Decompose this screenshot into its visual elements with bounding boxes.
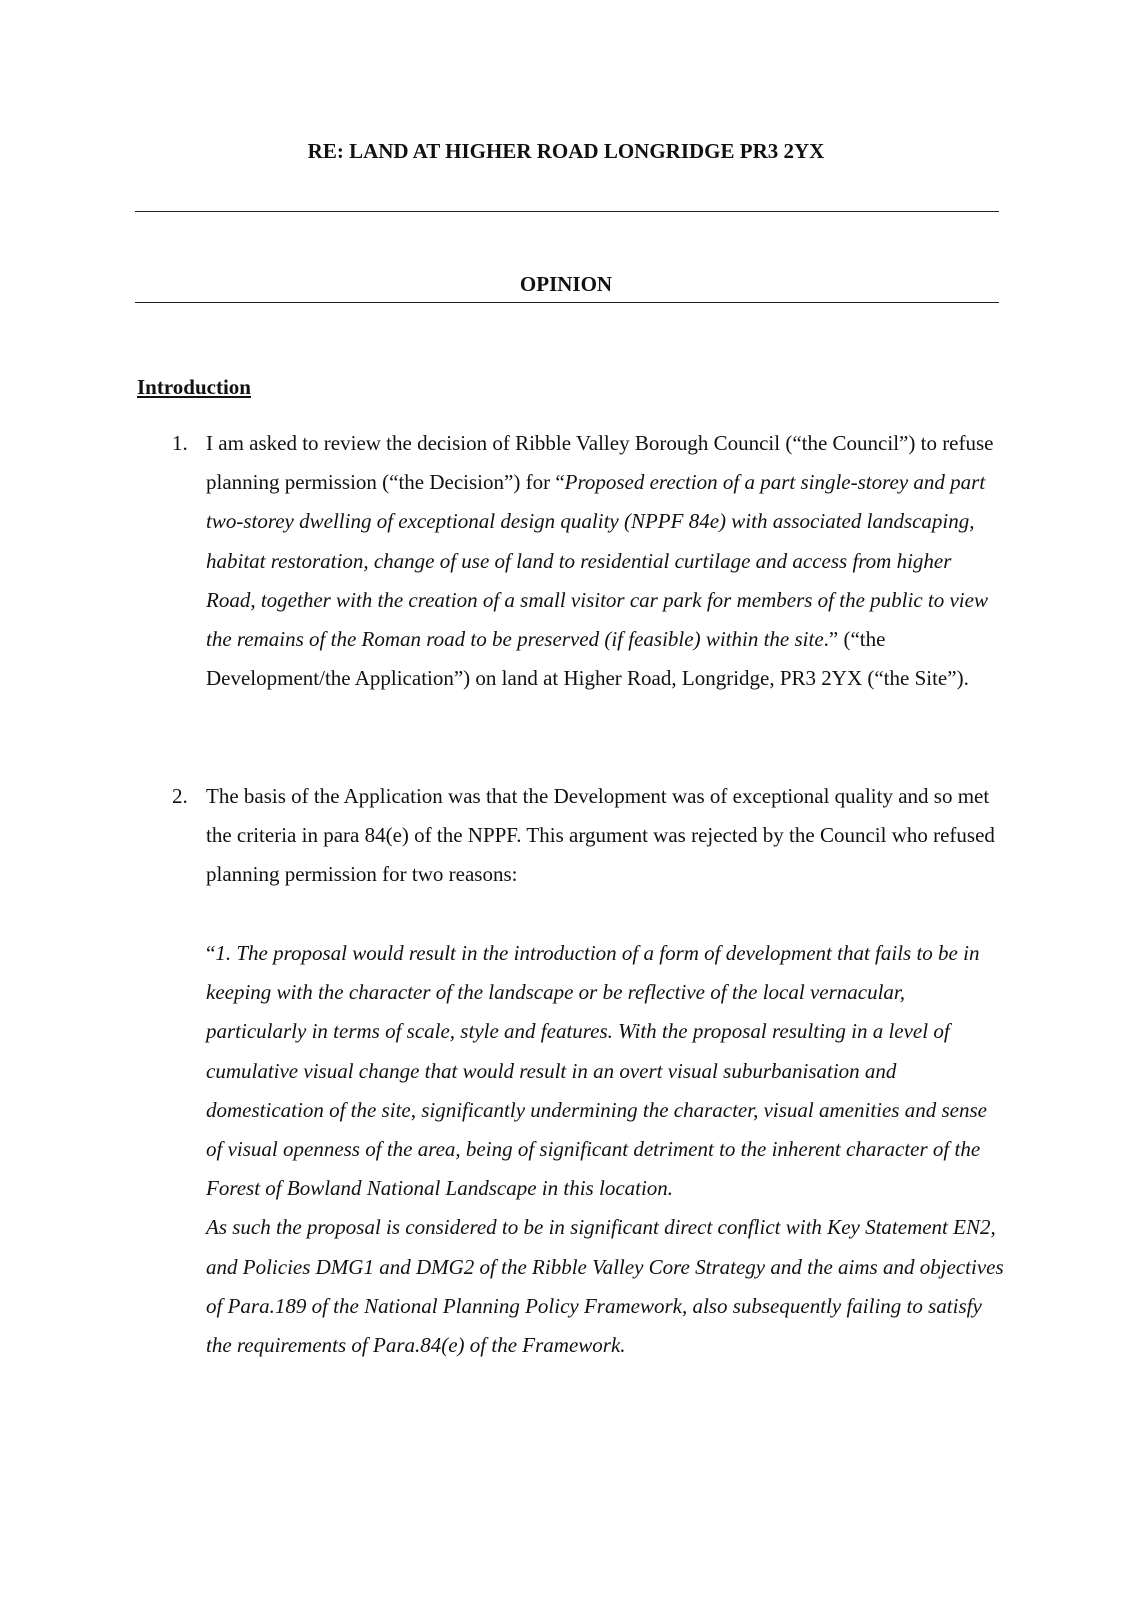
opinion-heading: OPINION [519,272,613,296]
divider-bottom [135,302,999,303]
quote-open-mark: “ [206,941,216,965]
paragraph-1-proposal-description: Proposed erection of a part single-storey and part two-storey dwelling of exceptional design quality (NPPF 84e) with associated landscaping, habitat restoration, change of use of land to residential curtilage and access from higher Road, together with the creation of a small visitor car park for members of the public to view the remains of the Roman road to be preserved (if feasible) within the site [206,470,988,652]
refusal-reason-1-conflict-text: As such the proposal is considered to be in significant direct conflict with Key Statement EN2, and Policies DMG1 and DMG2 of the Ribble Valley Core Strategy and the aims and objectives of Para.189 of the National Planning Policy Framework, also subsequently failing to satisfy the requirements of Para.84(e) of the Framework. [206,1215,1004,1358]
paragraph-2-number: 2. [172,784,188,808]
paragraph-2-text: The basis of the Application was that the Development was of exceptional quality and so met the criteria in para 84(e) of the NPPF. This argument was rejected by the Council who refused planning permission for two reasons: [206,784,995,887]
section-heading-introduction: Introduction [137,375,251,399]
divider-top [135,211,999,212]
document-title: RE: LAND AT HIGHER ROAD LONGRIDGE PR3 2YX [307,139,825,163]
paragraph-1-number: 1. [172,431,188,455]
paragraph-2 [172,777,1006,895]
refusal-reason-1-text: 1. The proposal would result in the introduction of a form of development that fails to be in keeping with the character of the landscape or be reflective of the local vernacular, particularly in terms of scale, style and features. With the proposal resulting in a level of cumulative visual change that would result in an overt visual suburbanisation and domestication of the site, significantly undermining the character, visual amenities and sense of visual openness of the area, being of significant detriment to the inherent character of the Forest of Bowland National Landscape in this location. [206,941,987,1201]
refusal-reason-quote [206,934,1006,1365]
paragraph-1-text-start: I am asked to review the decision of Ribble Valley Borough Council (“the Council”) to refuse planning permission (“the Decision”) for “ [206,431,994,495]
paragraph-1 [172,424,1006,698]
paragraph-1-text-end: .” (“the Development/the Application”) on land at Higher Road, Longridge, PR3 2YX (“the Site”). [206,627,969,691]
